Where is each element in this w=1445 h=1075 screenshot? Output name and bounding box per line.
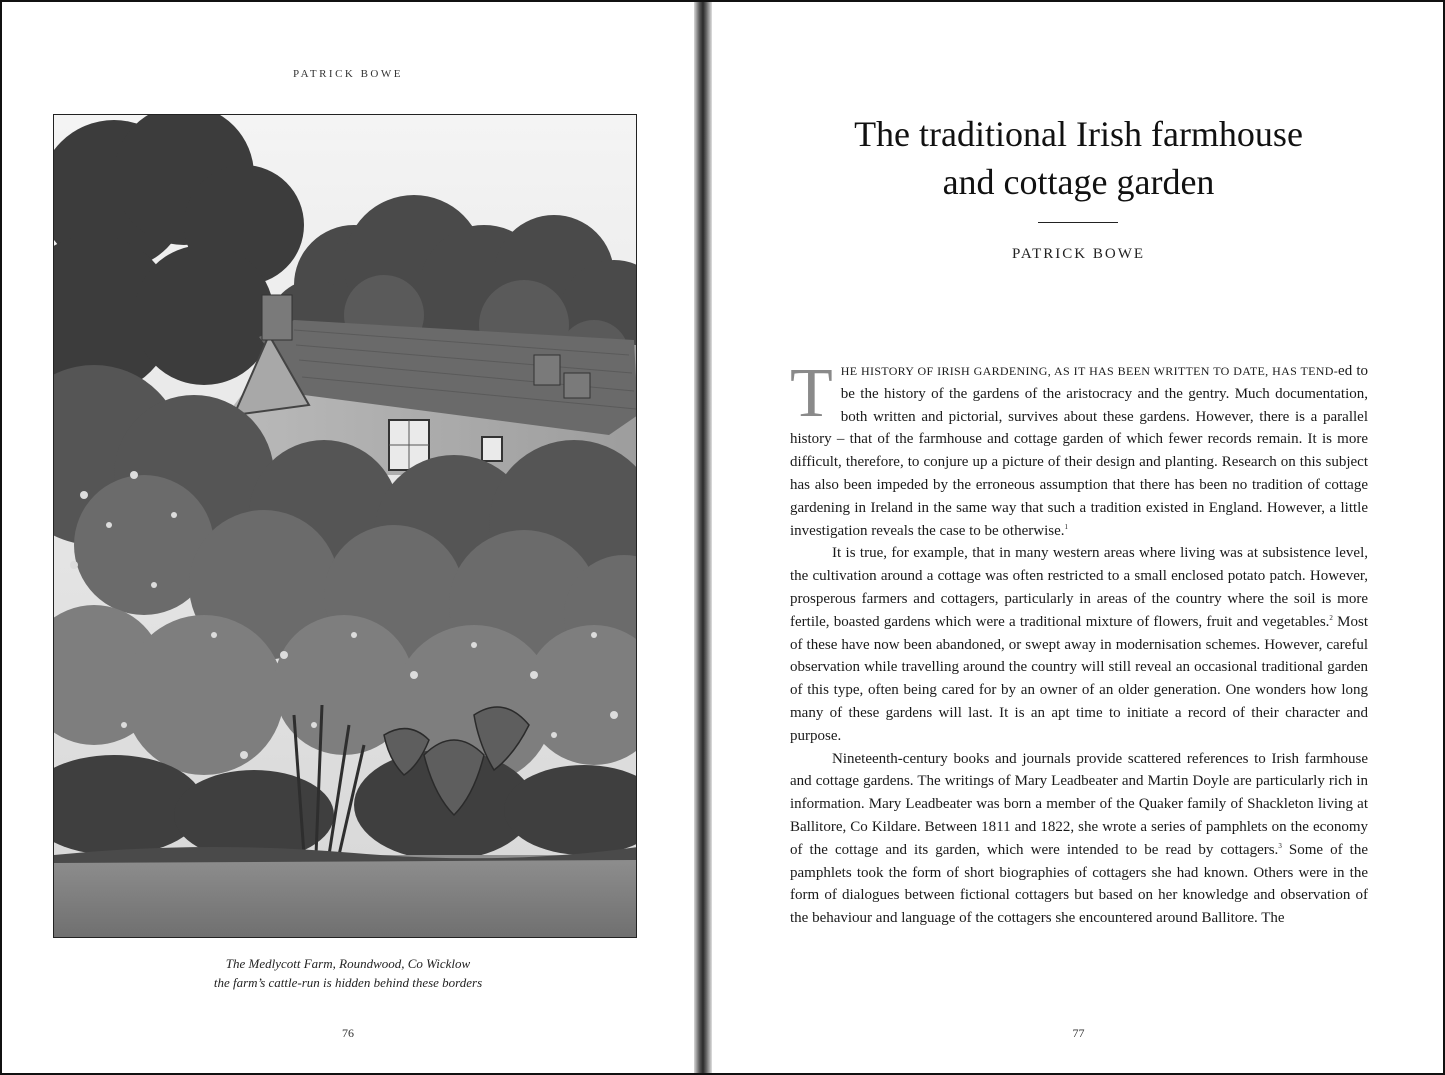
page-number-left: 76	[342, 1026, 354, 1040]
photo-caption	[2, 954, 694, 992]
title-rule	[1038, 222, 1118, 223]
page-number-right: 77	[1072, 1026, 1085, 1040]
body-text	[790, 355, 1369, 930]
running-head: PATRICK BOWE	[293, 68, 403, 80]
footnote-ref-2[interactable]: 2	[1329, 613, 1333, 622]
chapter-title-line-2: and cottage garden	[942, 162, 1215, 202]
chapter-title	[712, 110, 1445, 206]
paragraph-3	[790, 748, 1368, 930]
caption-line-2: the farm’s cattle-run is hidden behind these borders	[213, 975, 483, 990]
paragraph-1-text: ed to be the history of the gardens of the aristocracy and the gentry. Much documentation, both written and pictorial, survives about these gardens. However, there is a parallel history – that of the farmhouse and cottage garden of which fewer records remain. It is more difficult, therefore, to conjure up a picture of their design and planting. Research on this subject has also been impeded by the erroneous assumption that there has been no tradition of cottage gardening in Ireland in the same way that such a tradition existed in England. However, a little investigation reveals the case to be otherwise.	[790, 363, 1368, 539]
chapter-author: PATRICK BOWE	[1011, 246, 1146, 262]
footnote-ref-3[interactable]: 3	[1278, 841, 1282, 850]
paragraph-2-text-a: It is true, for example, that in many western areas where living was at subsistence level, the cultivation around a cottage was often restricted to a small enclosed potato patch. However, prosperous farmers and cottagers, particularly in areas of the country where the soil is more fertile, boasted gardens which were a traditional mixture of flowers, fruit and vegetables.	[790, 545, 1368, 630]
chapter-title-line-1: The traditional Irish farmhouse	[854, 114, 1303, 154]
caption-line-1: The Medlycott Farm, Roundwood, Co Wicklow	[225, 956, 471, 971]
paragraph-2	[790, 542, 1368, 747]
garden-photo	[53, 114, 637, 938]
footnote-ref-1[interactable]: 1	[1064, 522, 1068, 531]
left-page	[2, 2, 694, 1073]
garden-photo-image	[54, 115, 637, 938]
paragraph-1-smallcaps: HE HISTORY OF IRISH GARDENING, AS IT HAS BEEN WRITTEN TO DATE, HAS TEND-	[840, 364, 1339, 378]
paragraph-3-text-b: Some of the pamphlets took the form of short biographies of cottagers she had known. Others were in the form of dialogues between fictional cottagers but based on her knowledge and observation of the behaviour and language of the cottagers she encountered around Ballitore. The	[790, 841, 1368, 927]
book-gutter	[694, 2, 712, 1073]
paragraph-3-text-a: Nineteenth-century books and journals provide scattered references to Irish farmhouse and cottage gardens. The writings of Mary Leadbeater and Martin Doyle are particularly rich in information. Mary Leadbeater was born a member of the Quaker family of Shackleton living at Ballitore, Co Kildare. Between 1811 and 1822, she wrote a series of pamphlets on the economy of the cottage and its garden, which were intended to be read by cottagers.	[790, 750, 1368, 858]
paragraph-2-text-b: Most of these have now been abandoned, or swept away in modernisation schemes. However, careful observation while travelling around the country will still reveal an occasional traditional garden of this type, often being cared for by an owner of an older generation. One wonders how long many of these gardens will last. It is an apt time to initiate a record of their character and purpose.	[790, 613, 1369, 744]
right-page	[712, 2, 1445, 1073]
paragraph-1	[790, 355, 1368, 542]
drop-cap: T	[790, 355, 833, 432]
